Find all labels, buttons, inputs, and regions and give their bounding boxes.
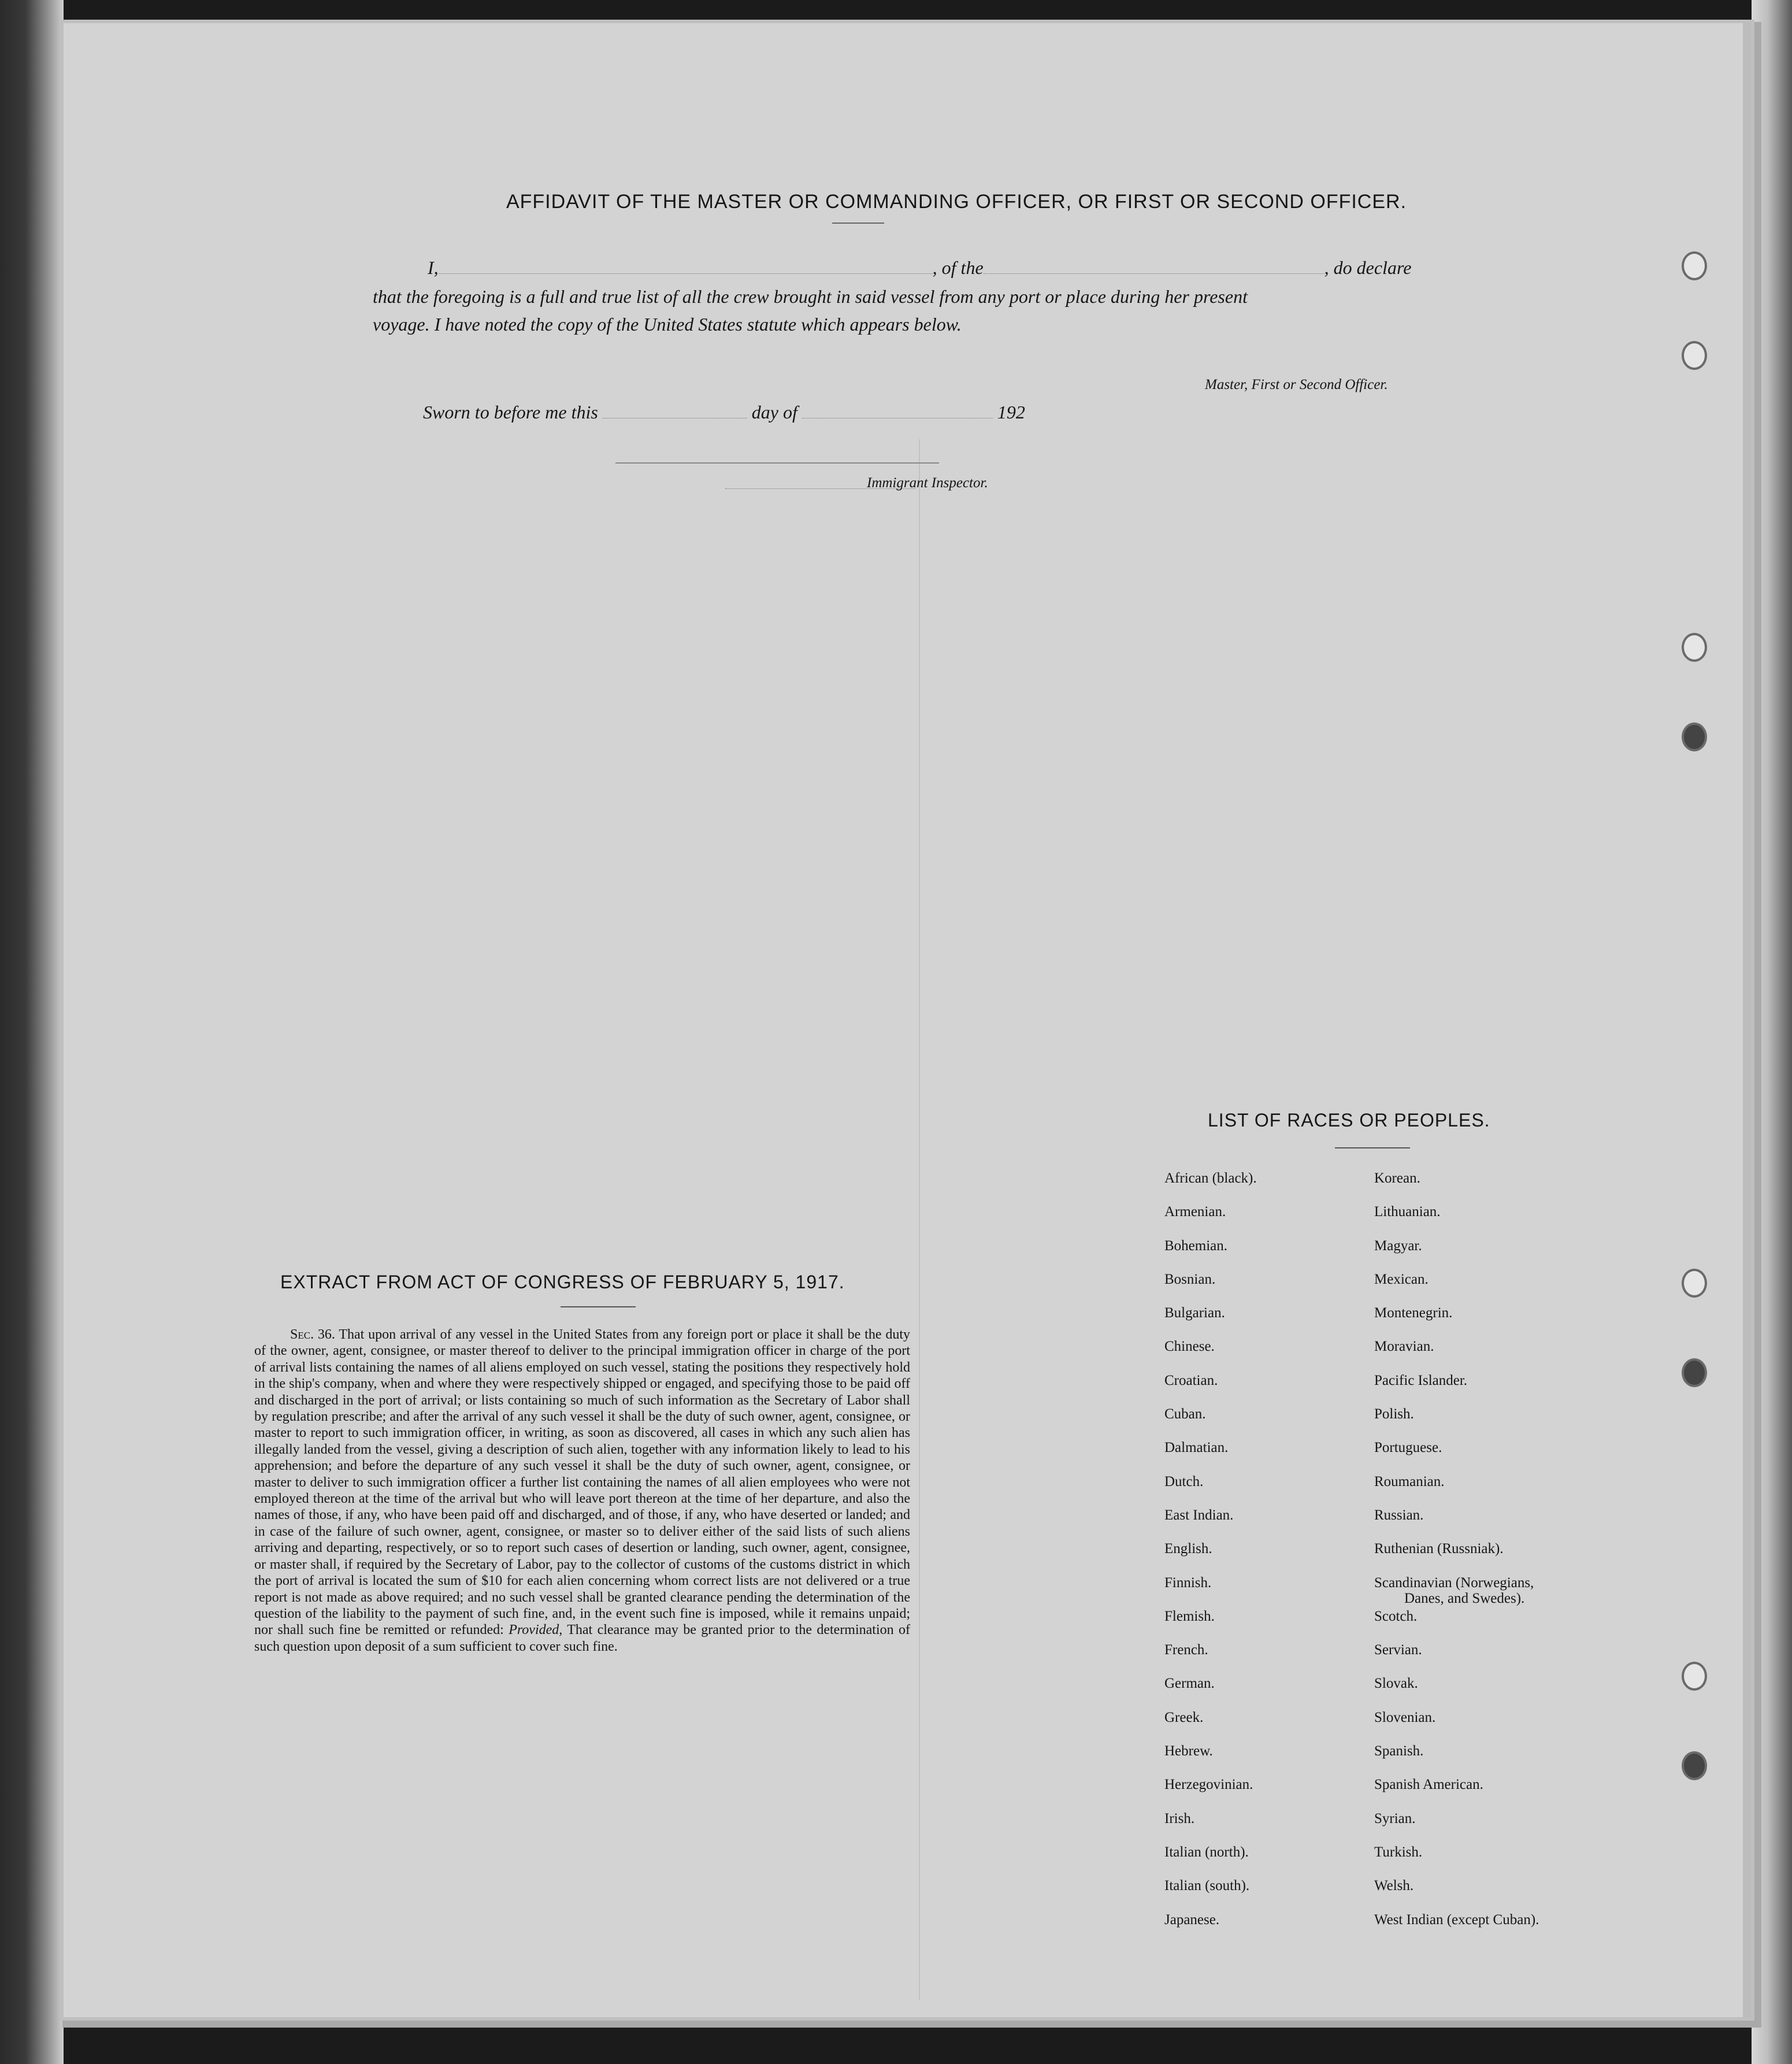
race-item: Russian. — [1374, 1507, 1424, 1523]
race-item: Montenegrin. — [1374, 1305, 1453, 1321]
races-left-column — [1164, 1170, 1257, 1946]
fold-line — [919, 439, 920, 2000]
race-item: African (black). — [1164, 1170, 1257, 1186]
race-item: Finnish. — [1164, 1574, 1212, 1591]
master-caption: Master, First or Second Officer. — [1205, 377, 1388, 392]
binder-hole-icon — [1682, 633, 1707, 662]
race-item: Magyar. — [1374, 1237, 1422, 1254]
race-item: Chinese. — [1164, 1339, 1215, 1355]
scan-right-edge — [1752, 0, 1792, 2064]
races-title-rule — [1335, 1147, 1410, 1148]
race-item: Herzegovinian. — [1164, 1777, 1253, 1793]
race-item: Bohemian. — [1164, 1237, 1228, 1254]
race-item: Welsh. — [1374, 1878, 1414, 1894]
race-item: Japanese. — [1164, 1911, 1220, 1928]
document-page — [64, 23, 1751, 2017]
races-right-column — [1374, 1170, 1539, 1946]
affidavit-line-3: voyage. I have noted the copy of the United States statute which appears below. — [373, 314, 962, 335]
race-item: Hebrew. — [1164, 1743, 1213, 1759]
race-item: Irish. — [1164, 1810, 1195, 1826]
affidavit-title: AFFIDAVIT OF THE MASTER OR COMMANDING OFFICER, OR FIRST OR SECOND OFFICER. — [506, 191, 1407, 213]
affidavit-i: I, — [428, 257, 439, 278]
race-item: Slovenian. — [1374, 1709, 1436, 1725]
race-item: Bulgarian. — [1164, 1305, 1225, 1321]
provided-term: Provided, — [509, 1622, 563, 1638]
vessel-blank — [984, 273, 1324, 274]
race-item: West Indian (except Cuban). — [1374, 1911, 1539, 1928]
extract-title: EXTRACT FROM ACT OF CONGRESS OF FEBRUARY 5, 1917. — [280, 1272, 845, 1292]
race-item: Servian. — [1374, 1642, 1422, 1658]
race-item: Scotch. — [1374, 1608, 1418, 1624]
race-item: Bosnian. — [1164, 1271, 1216, 1287]
race-item: Lithuanian. — [1374, 1204, 1441, 1220]
race-item: German. — [1164, 1676, 1215, 1692]
binder-hole-icon — [1682, 1358, 1707, 1387]
race-item: Dutch. — [1164, 1473, 1204, 1489]
race-item: Croatian. — [1164, 1372, 1218, 1388]
race-item: Flemish. — [1164, 1608, 1215, 1624]
race-item: Korean. — [1374, 1170, 1420, 1186]
binder-hole-icon — [1682, 1662, 1707, 1691]
binder-hole-icon — [1682, 341, 1707, 370]
inspector-caption: Immigrant Inspector. — [867, 475, 988, 491]
race-item: Syrian. — [1374, 1810, 1416, 1826]
race-item: Scandinavian (Norwegians, — [1374, 1574, 1534, 1591]
race-item: Spanish American. — [1374, 1777, 1483, 1793]
binder-hole-icon — [1682, 1269, 1707, 1298]
sworn-prefix: Sworn to before me this — [423, 402, 598, 423]
scan-left-edge — [0, 0, 64, 2064]
races-title: LIST OF RACES OR PEOPLES. — [1208, 1110, 1490, 1131]
section-label: Sec. 36. — [290, 1327, 335, 1342]
race-item-continuation: Danes, and Swedes). — [1404, 1590, 1525, 1606]
race-item: Slovak. — [1374, 1676, 1418, 1692]
sworn-line — [423, 402, 1025, 423]
race-item: Mexican. — [1374, 1271, 1429, 1287]
affidavit-of-the: , of the — [932, 257, 984, 278]
race-item: Turkish. — [1374, 1844, 1423, 1860]
extract-body — [254, 1326, 910, 1655]
race-item: Portuguese. — [1374, 1440, 1442, 1456]
race-item: East Indian. — [1164, 1507, 1234, 1523]
race-item-multiline — [1374, 1575, 1539, 1609]
affidavit-line-2: that the foregoing is a full and true list of all the crew brought in said vessel from any port or place during her present — [373, 286, 1248, 307]
race-item: Ruthenian (Russniak). — [1374, 1541, 1504, 1557]
inspector-signature-line — [615, 462, 939, 464]
affidavit-line-1 — [428, 257, 1411, 279]
race-item: Italian (south). — [1164, 1878, 1250, 1894]
binder-hole-icon — [1682, 251, 1707, 280]
race-item: English. — [1164, 1541, 1212, 1557]
binder-hole-icon — [1682, 1751, 1707, 1780]
sworn-year: 192 — [997, 402, 1025, 423]
extract-body-part-1: That upon arrival of any vessel in the United States from any foreign port or place it shall be the duty of the owner, agent, consignee, or master thereof to deliver to the principal immigration officer in charge of the port of arrival lists containing the names of all aliens employed on such vessel, stating the positions they respectively hold in the ship's company, when and where they were respectively shipped or engaged, and specifying those to be paid off and discharged in the port of arrival; or lists containing so much of such information as the Secretary of Labor shall by regulation prescribe; and after the arrival of any such vessel it shall be the duty of such owner, agent, consignee, or master to report to such immigration officer, in writing, as soon as discovered, all cases in which any such alien has illegally landed from the vessel, giving a description of such alien, together with any information likely to lead to his apprehension; and before the departure of any such vessel it shall be the duty of such owner, agent, consignee, or master to deliver to such immigration officer a further list containing the names of all alien employees who were not employed thereon at the time of the arrival but who will leave port thereon at the time of her departure, and also the names of those, if any, who have been paid off and discharged, and of those, if any, who have deserted or landed; and in case of the failure of such owner, agent, consignee, or master so to deliver either of the said lists of such aliens arriving and departing, respectively, or so to report such cases of desertion or landing, such owner, agent, consignee, or master shall, if required by the Secretary of Labor, pay to the collector of customs of the customs district in which the port of arrival is located the sum of $10 for each alien concerning whom correct lists are not delivered or a true report is not made as above required; and no such vessel shall be granted clearance pending the determination of the question of the liability to the payment of such fine, and, in the event such fine is imposed, while it remains unpaid; nor shall such fine be remitted or refunded: — [254, 1327, 910, 1638]
race-item: Dalmatian. — [1164, 1440, 1229, 1456]
race-item: French. — [1164, 1642, 1208, 1658]
affidavit-declare: , do declare — [1324, 257, 1412, 278]
race-item: Spanish. — [1374, 1743, 1424, 1759]
race-item: Italian (north). — [1164, 1844, 1249, 1860]
race-item: Roumanian. — [1374, 1473, 1445, 1489]
race-item: Cuban. — [1164, 1406, 1206, 1422]
extract-body-part-2: That clearance may be granted prior to the determination of such question upon deposit of a sum sufficient to cover such fine. — [254, 1622, 911, 1654]
name-blank — [439, 273, 933, 274]
page-edge — [1743, 23, 1751, 2017]
race-item: Greek. — [1164, 1709, 1204, 1725]
race-item: Moravian. — [1374, 1339, 1434, 1355]
extract-title-rule — [561, 1306, 636, 1307]
race-item: Polish. — [1374, 1406, 1414, 1422]
sworn-day-of: day of — [751, 402, 797, 423]
binder-hole-icon — [1682, 722, 1707, 751]
race-item: Armenian. — [1164, 1204, 1226, 1220]
race-item: Pacific Islander. — [1374, 1372, 1468, 1388]
title-rule — [832, 223, 884, 224]
